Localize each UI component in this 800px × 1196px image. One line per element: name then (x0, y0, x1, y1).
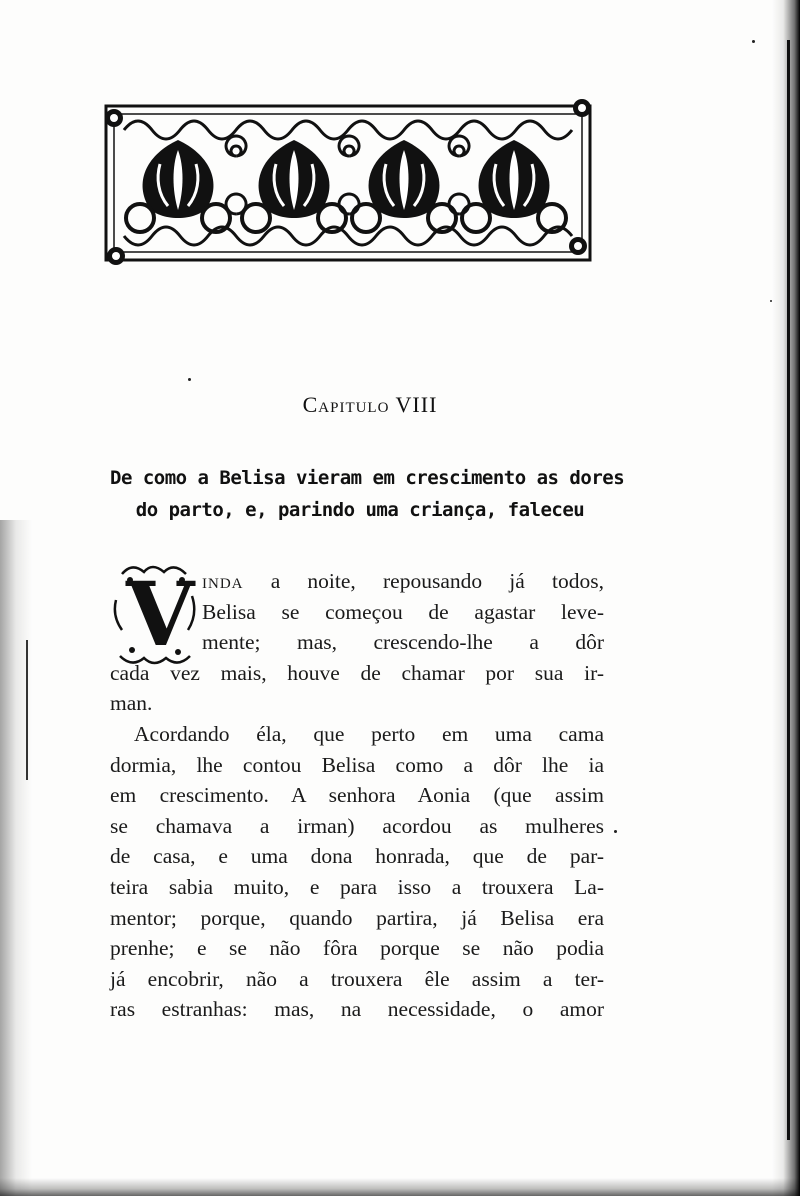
page-edge-shadow-left (0, 520, 32, 1196)
text-line: de casa, e uma dona honrada, que de par- (110, 844, 604, 869)
subtitle-line: do parto, e, parindo uma criança, faleceu (135, 499, 585, 521)
chapter-title: Capitulo VIII (302, 392, 438, 417)
chapter-subtitle (110, 462, 625, 526)
speck (752, 40, 755, 43)
text-line: cada vez mais, houve de chamar por sua ir- (110, 660, 604, 685)
body-text (110, 562, 604, 1025)
drop-cap-letter: V (126, 562, 195, 666)
text-line (110, 566, 604, 597)
text-line: se chamava a irman) acordou as mulheres (110, 813, 604, 838)
speck (614, 830, 617, 833)
speck (770, 300, 772, 302)
page-edge-line-left (26, 640, 28, 780)
subtitle-line: De como a Belisa vieram em crescimento as dores (110, 467, 625, 489)
text-line: Acordando éla, que perto em uma cama (134, 721, 604, 746)
text-line: teira sabia muito, e para isso a trouxera La- (110, 874, 604, 899)
text-line: Belisa se começou de agastar leve- (202, 599, 604, 624)
text-line: em crescimento. A senhora Aonia (que assim (110, 783, 604, 808)
page-edge-shadow-bottom (0, 1178, 800, 1196)
page-edge-shadow-right (772, 0, 800, 1196)
text-line: mentor; porque, quando partira, já Belisa era (110, 905, 604, 930)
text-line: mente; mas, crescendo-lhe a dôr (202, 630, 604, 655)
text-line: prenhe; e se não fôra porque se não podia (110, 936, 604, 961)
text-line: ras estranhas: mas, na necessidade, o amor (110, 997, 604, 1022)
speck (188, 378, 191, 381)
page-edge-line-right (787, 40, 790, 1140)
text-line: man. (110, 691, 153, 716)
text-line-content: a noite, repousando já todos, (243, 569, 604, 593)
text-line: já encobrir, não a trouxera êle assim a ter- (110, 966, 604, 991)
drop-cap-word-rest: inda (202, 569, 244, 593)
floral-ornament-icon (104, 96, 592, 270)
text-line: dormia, lhe contou Belisa como a dôr lhe ia (110, 752, 604, 777)
